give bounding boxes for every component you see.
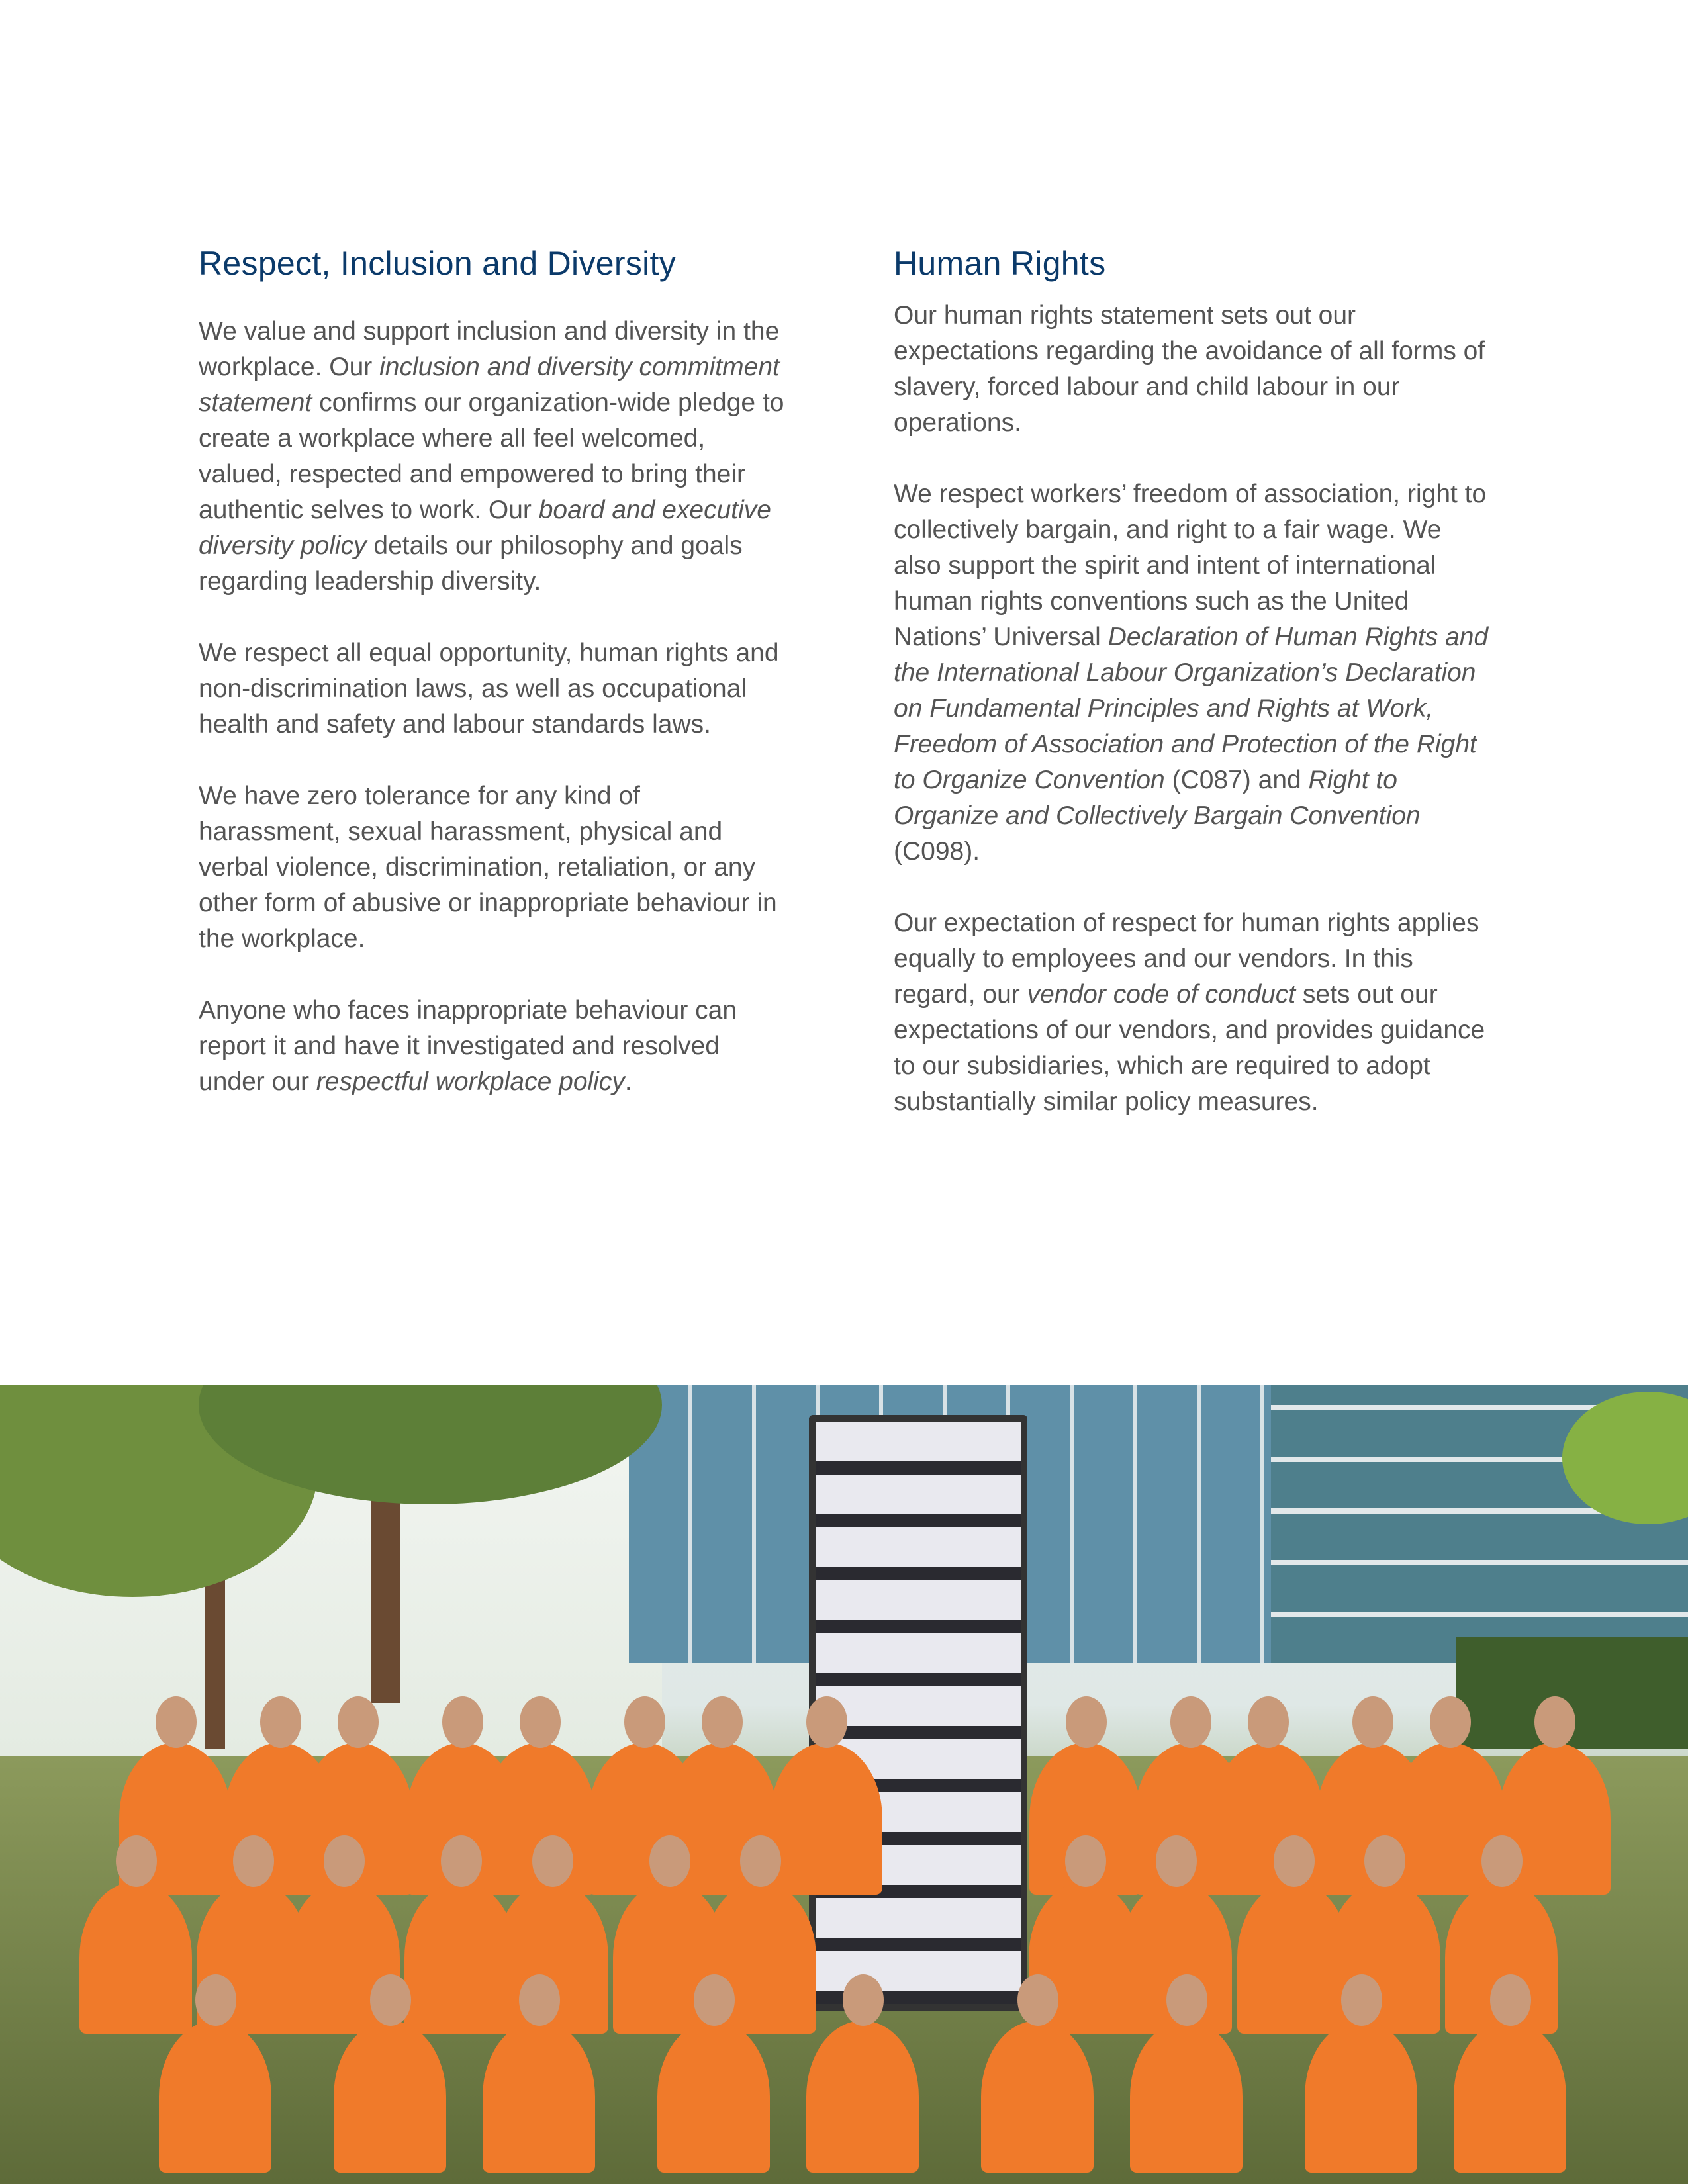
person-shirt (334, 2021, 446, 2173)
human-rights-section (894, 240, 1489, 1156)
person-head (624, 1696, 665, 1748)
text-run: details our philosophy and goals regarding leadership diversity. (199, 531, 743, 596)
person-head (1430, 1696, 1471, 1748)
text-run: We value and support inclusion and diversity in the workplace. Our (199, 317, 780, 381)
section-title: Human Rights (894, 245, 1106, 282)
paragraph (894, 298, 1489, 441)
photo-group-of-people (79, 1690, 1602, 2179)
person-head (1017, 1974, 1058, 2026)
person-head (1481, 1835, 1523, 1887)
person-head (1534, 1696, 1575, 1748)
text-run: We respect workers’ freedom of association, right to collectively bargain, and right to a fair wage. We also support the spirit and intent of international human rights conventions such as the United Nations’ Universal (894, 480, 1487, 651)
section-body (199, 314, 788, 1100)
person-head (843, 1974, 884, 2026)
italic-reference: board and executive diversity policy (199, 496, 771, 560)
paragraph (199, 993, 788, 1100)
person-shirt (159, 2021, 271, 2173)
text-run: We respect all equal opportunity, human rights and non-discrimination laws, as well as occupational health and safety and labour standards laws. (199, 639, 779, 739)
person-head (1248, 1696, 1289, 1748)
person-head (649, 1835, 690, 1887)
person-head (1066, 1696, 1107, 1748)
text-run: Anyone who faces inappropriate behaviour can report it and have it investigated and resolved under our (199, 996, 737, 1096)
person-head (740, 1835, 781, 1887)
group-photo (0, 1385, 1688, 2184)
person-shirt (981, 2021, 1094, 2173)
person-head (1156, 1835, 1197, 1887)
text-run: Our expectation of respect for human rights applies equally to employees and our vendors. In this regard, our (894, 909, 1479, 1009)
person-shirt (1454, 2021, 1566, 2173)
text-run: (C098). (894, 837, 980, 866)
person-head (1274, 1835, 1315, 1887)
person-head (156, 1696, 197, 1748)
text-run: sets out our expectations of our vendors, and provides guidance to our subsidiaries, which are required to adopt substantially similar policy measures. (894, 980, 1485, 1116)
italic-reference: Declaration of Human Rights and the International Labour Organization’s Declaration on Fundamental Principles and Rights at Work, Freedom of Association and Protection of the Right to Organize Convention (894, 623, 1489, 794)
text-run: . (624, 1068, 632, 1096)
section-title: Respect, Inclusion and Diversity (199, 245, 677, 282)
person-head (702, 1696, 743, 1748)
italic-reference: vendor code of conduct (1027, 980, 1296, 1009)
person-head (1341, 1974, 1382, 2026)
person-head (370, 1974, 411, 2026)
italic-reference: inclusion and diversity commitment statement (199, 353, 780, 417)
person-shirt (806, 2021, 919, 2173)
person-head (233, 1835, 274, 1887)
person-shirt (657, 2021, 770, 2173)
person-head (442, 1696, 483, 1748)
person-head (1352, 1696, 1393, 1748)
person-head (1170, 1696, 1211, 1748)
person-head (116, 1835, 157, 1887)
text-run: Our human rights statement sets out our expectations regarding the avoidance of all forms of slavery, forced labour and child labour in our operations. (894, 301, 1485, 437)
person-shirt (1130, 2021, 1243, 2173)
italic-reference: respectful workplace policy (316, 1068, 625, 1096)
person-head (324, 1835, 365, 1887)
person-head (519, 1974, 560, 2026)
person-head (338, 1696, 379, 1748)
paragraph (894, 905, 1489, 1120)
italic-reference: Right to Organize and Collectively Bargain Convention (894, 766, 1421, 830)
person-shirt (79, 1882, 192, 2034)
person-shirt (483, 2021, 595, 2173)
person-head (441, 1835, 482, 1887)
paragraph (199, 314, 788, 600)
person-head (1166, 1974, 1207, 2026)
person-head (1065, 1835, 1106, 1887)
person-shirt (770, 1743, 882, 1895)
respect-inclusion-diversity-section (199, 240, 788, 1136)
text-run: We have zero tolerance for any kind of harassment, sexual harassment, physical and verbal violence, discrimination, retaliation, or any other form of abusive or inappropriate behaviour in the workplace. (199, 782, 777, 953)
person-head (1364, 1835, 1405, 1887)
text-run: confirms our organization-wide pledge to create a workplace where all feel welcomed, valued, respected and empowered to bring their authentic selves to work. Our (199, 388, 784, 524)
person-head (520, 1696, 561, 1748)
person-head (1490, 1974, 1531, 2026)
person-head (694, 1974, 735, 2026)
paragraph (199, 778, 788, 957)
person-head (260, 1696, 301, 1748)
person-shirt (1305, 2021, 1417, 2173)
person-head (806, 1696, 847, 1748)
paragraph (199, 635, 788, 743)
paragraph (894, 477, 1489, 870)
text-run: (C087) and (1164, 766, 1309, 794)
section-body (894, 298, 1489, 1120)
person-head (532, 1835, 573, 1887)
person-head (195, 1974, 236, 2026)
